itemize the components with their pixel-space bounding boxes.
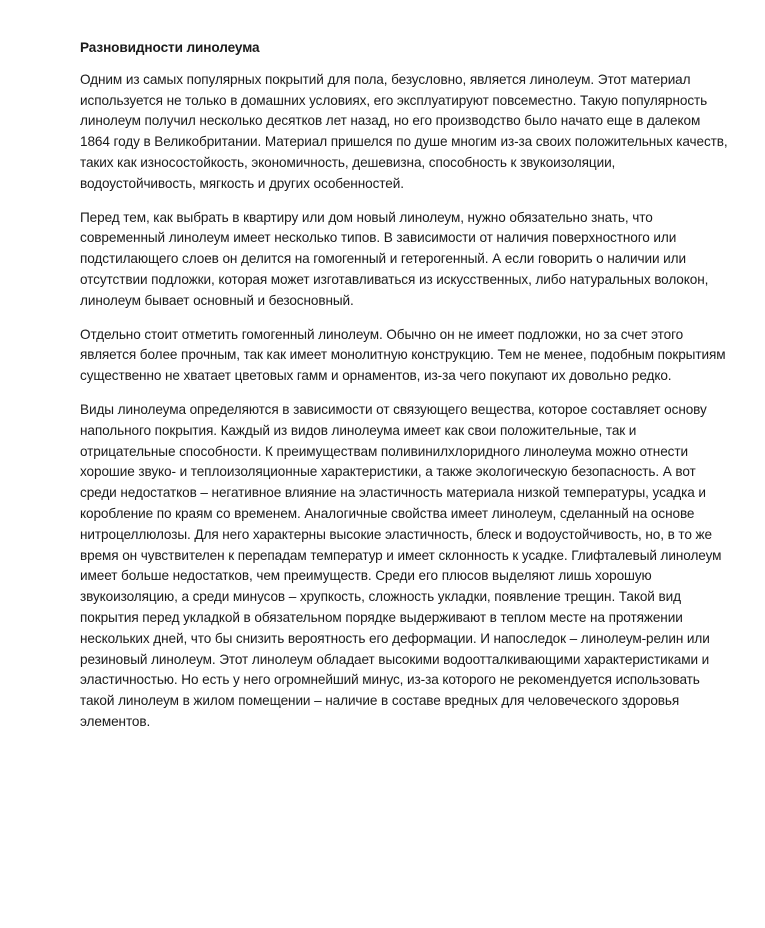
paragraph-1: Одним из самых популярных покрытий для пола, безусловно, является линолеум. Этот материал используется не только в домашних условиях, его эксплуатируют повсеместно. Такую популярность линолеум получил несколько десятков лет назад, но его производство было начато еще в далеком 1864 году в Великобритании. Материал пришелся по душе многим из-за своих положительных качеств, таких как износостойкость, экономичность, дешевизна, способность к звукоизоляции, водоустойчивость, мягкость и других особенностей.: [80, 71, 728, 191]
paragraph-3: Отдельно стоит отметить гомогенный линолеум. Обычно он не имеет подложки, но за счет этого является более прочным, так как имеет монолитную конструкцию. Тем не менее, подобным покрытиям существенно не хватает цветовых гамм и орнаментов, из-за чего покупают их довольно редко.: [80, 326, 726, 384]
paragraph-2: Перед тем, как выбрать в квартиру или дом новый линолеум, нужно обязательно знать, что современный линолеум имеет несколько типов. В зависимости от наличия поверхностного или подстилающего слоев он делится на гомогенный и гетерогенный. А если говорить о наличии или отсутствии подложки, которая может изготавливаться из искусственных, либо натуральных волокон, линолеум бывает основный и безосновный.: [80, 209, 709, 308]
document-body: [80, 38, 730, 746]
document-title: Разновидности линолеума: [80, 40, 260, 55]
paragraph-4: Виды линолеума определяются в зависимости от связующего вещества, которое составляет основу напольного покрытия. Каждый из видов линолеума имеет как свои положительные, так и отрицательные способности. К преимуществам поливинилхлоридного линолеума можно отнести хорошие звуко- и теплоизоляционные характеристики, а также экологическую безопасность. А вот среди недостатков – негативное влияние на эластичность материала низкой температуры, усадка и коробление по краям со временем. Аналогичные свойства имеет линолеум, сделанный на основе нитроцеллюлозы. Для него характерны высокие эластичность, блеск и водоустойчивость, но, в то же время он чувствителен к перепадам температур и имеет склонность к усадке. Глифталевый линолеум имеет больше недостатков, чем преимуществ. Среди его плюсов выделяют лишь хорошую звукоизоляцию, а среди минусов – хрупкость, сложность укладки, появление трещин. Такой вид покрытия перед укладкой в обязательном порядке выдерживают в теплом месте на протяжении нескольких дней, что бы снизить вероятность его деформации. И напоследок – линолеум-релин или резиновый линолеум. Этот линолеум обладает высокими водоотталкивающими характеристиками и эластичностью. Но есть у него огромнейший минус, из-за которого не рекомендуется использовать такой линолеум в жилом помещении – наличие в составе вредных для человеческого здоровья элементов.: [80, 401, 722, 729]
